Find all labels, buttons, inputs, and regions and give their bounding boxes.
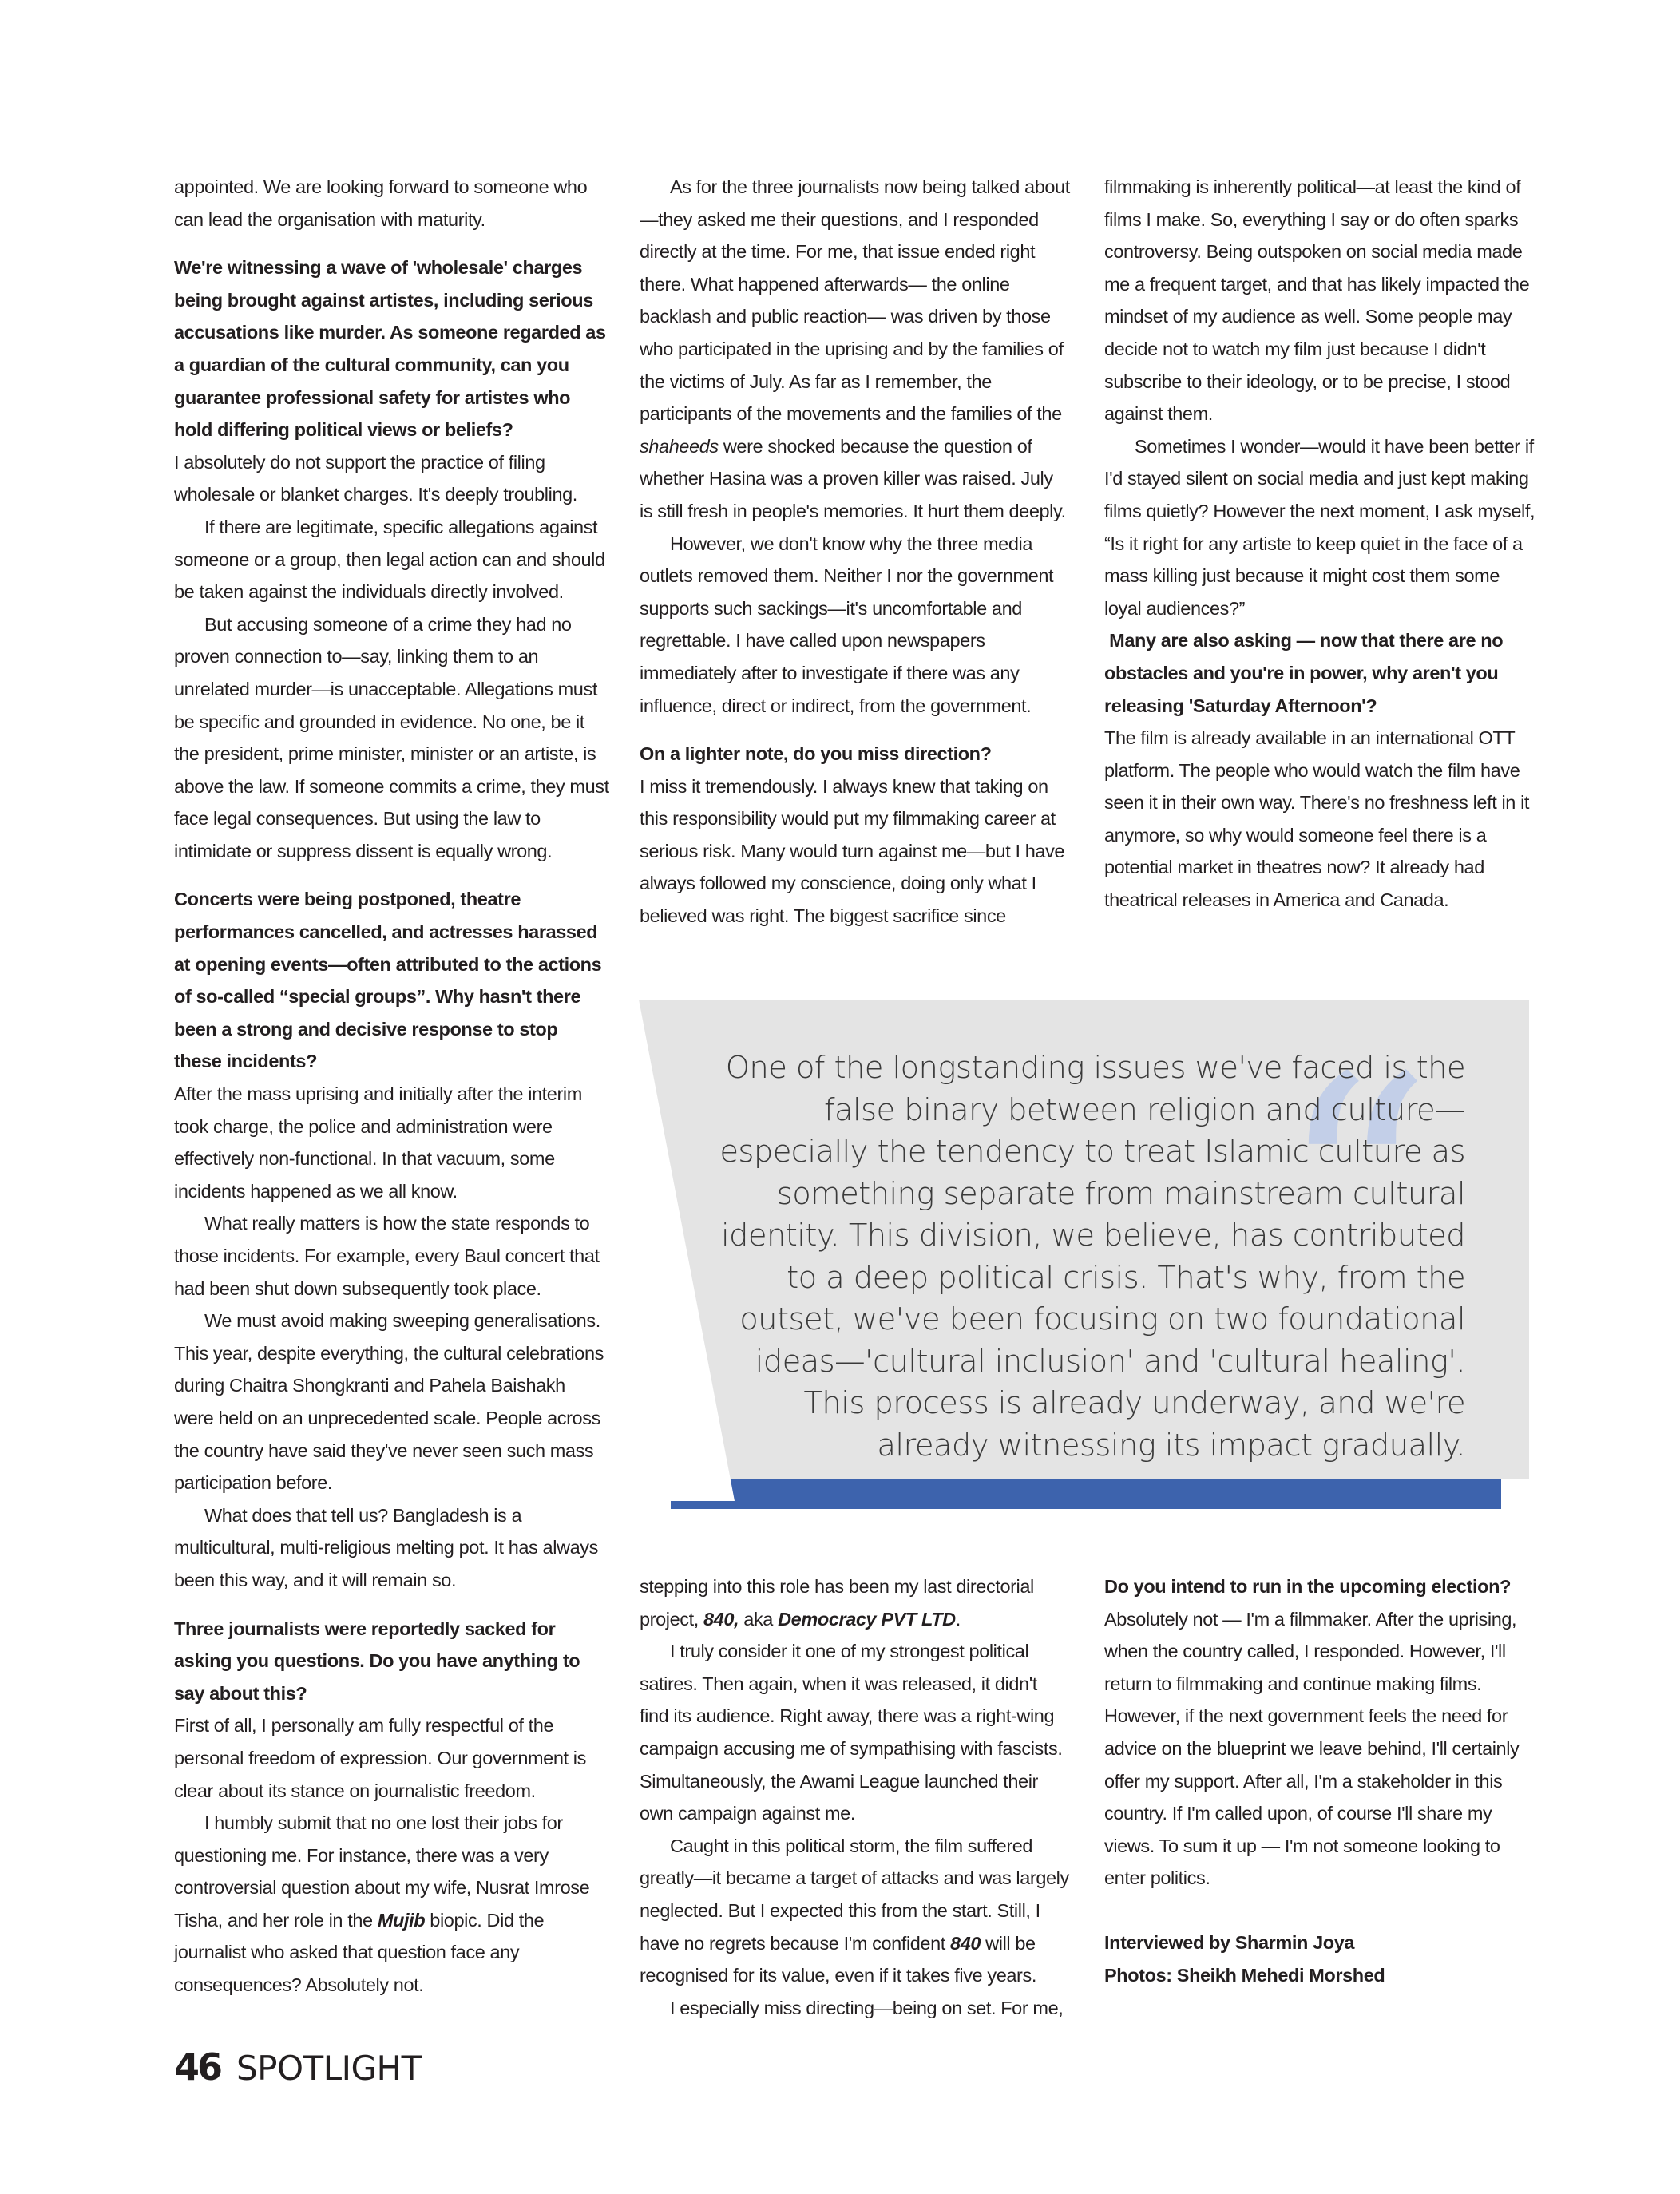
column-2 xyxy=(640,171,1071,933)
column-4 xyxy=(640,1570,1071,2024)
paragraph: I absolutely do not support the practice of filing wholesale or blanket charges. It's deeply troubling. xyxy=(174,451,577,505)
film-title: Democracy PVT LTD xyxy=(778,1608,956,1630)
paragraph: If there are legitimate, specific allegations against someone or a group, then legal action can and should be taken against the individuals directly involved. xyxy=(174,516,605,603)
text-run: Caught in this political storm, the film suffered greatly—it became a target of attacks and was largely neglected. But I expected this from the start. Still, I have no regrets because I'm confident xyxy=(640,1835,1069,1954)
paragraph: Absolutely not — I'm a filmmaker. After the uprising, when the country called, I responded. However, I'll return to filmmaking and continue making films. However, if the next government feels the need for advice on the blueprint we leave behind, I'll certainly offer my support. After all, I'm a stakeholder in this country. If I'm called upon, of course I'll share my views. To sum it up — I'm not someone looking to enter politics. xyxy=(1104,1608,1520,1889)
question-heading: Many are also asking — now that there are no obstacles and you're in power, why aren't you releasing 'Saturday Afternoon'? xyxy=(1104,630,1508,716)
column-3 xyxy=(1104,171,1535,917)
paragraph: But accusing someone of a crime they had no proven connection to—say, linking them to an unrelated murder—is unacceptable. Allegations must be specific and grounded in evidence. No one, be it the president, prime minister, minister or an artiste, is above the law. If someone commits a crime, they must face legal consequences. But using the law to intimidate or suppress dissent is equally wrong. xyxy=(174,613,609,861)
paragraph: What does that tell us? Bangladesh is a multicultural, multi-religious melting pot. It has always been this way, and it will remain so. xyxy=(174,1504,598,1590)
paragraph: filmmaking is inherently political—at least the kind of films I make. So, everything I say or do often sparks controversy. Being outspoken on social media made me a frequent target, and that has likely impacted the mindset of my audience as well. Some people may decide not to watch my film just because I didn't subscribe to their ideology, or to be precise, I stood against them. xyxy=(1104,176,1530,425)
text-run: will be recognised for its value, even if it takes five years. xyxy=(640,1932,1036,1986)
italic-term: shaheeds xyxy=(640,435,719,457)
page-number: 46 xyxy=(174,2045,221,2089)
question-heading: We're witnessing a wave of 'wholesale' charges being brought against artistes, including serious accusations like murder. As someone regarded as a guardian of the cultural community, can you guarantee professional safety for artistes who hold differing political views or beliefs? xyxy=(174,257,606,441)
paragraph: Sometimes I wonder—would it have been better if I'd stayed silent on social media and just kept making films quietly? However the next moment, I ask myself, “Is it right for any artiste to keep quiet in the face of a mass killing just because it might cost them some loyal audiences?” xyxy=(1104,435,1535,619)
paragraph: After the mass uprising and initially after the interim took charge, the police and administration were effectively non-functional. In that vacuum, some incidents happened as we all know. xyxy=(174,1083,582,1202)
question-heading: Three journalists were reportedly sacked for asking you questions. Do you have anything to say about this? xyxy=(174,1618,580,1704)
paragraph: The film is already available in an international OTT platform. The people who would watch the film have seen it in their own way. There's no freshness left in it anymore, so why would someone feel there is a potential market in theatres now? It already had theatrical releases in America and Canada. xyxy=(1104,727,1530,911)
text-run: were shocked because the question of whether Hasina was a proven killer was raised. July is still fresh in people's memories. It hurt them deeply. xyxy=(640,435,1066,521)
credit-interviewer: Interviewed by Sharmin Joya xyxy=(1104,1931,1355,1953)
paragraph: We must avoid making sweeping generalisations. This year, despite everything, the cultural celebrations during Chaitra Shongkranti and Pahela Baishakh were held on an unprecedented scale. People across the country have said they've never seen such mass participation before. xyxy=(174,1310,604,1494)
film-title: 840, xyxy=(703,1608,739,1630)
paragraph xyxy=(640,1830,1071,1992)
text-run: I humbly submit that no one lost their jobs for questioning me. For instance, there was a very controversial question about my wife, Nusrat Imrose Tisha, and her role in the xyxy=(174,1812,590,1931)
paragraph: I especially miss directing—being on set. For me, xyxy=(670,1997,1064,2018)
film-title: Mujib xyxy=(377,1909,426,1931)
question-heading: Concerts were being postponed, theatre performances cancelled, and actresses harassed at opening events—often attributed to the actions of so-called “special groups”. Why hasn't there been a strong and decisive response to stop these incidents? xyxy=(174,889,602,1072)
page-footer xyxy=(174,2045,422,2089)
column-5 xyxy=(1104,1570,1535,1991)
paragraph xyxy=(640,1570,1071,1635)
text-run: aka xyxy=(739,1608,779,1630)
paragraph xyxy=(174,1807,609,2002)
paragraph: First of all, I personally am fully respectful of the personal freedom of expression. Our government is clear about its stance on journalistic freedom. xyxy=(174,1715,586,1801)
credit-photos: Photos: Sheikh Mehedi Morshed xyxy=(1104,1964,1385,1986)
question-heading: On a lighter note, do you miss direction? xyxy=(640,743,992,765)
text-run: biopic. Did the journalist who asked that question face any consequences? Absolutely not. xyxy=(174,1909,545,1996)
text-run: . xyxy=(955,1608,961,1630)
paragraph: appointed. We are looking forward to someone who can lead the organisation with maturity. xyxy=(174,176,588,230)
section-title: SPOTLIGHT xyxy=(236,2049,422,2088)
paragraph xyxy=(640,171,1071,528)
paragraph: I miss it tremendously. I always knew that taking on this responsibility would put my filmmaking career at serious risk. Many would turn against me—but I have always followed my conscience, doing only what I believed was right. The biggest sacrifice since xyxy=(640,775,1065,927)
quote-mark-icon: “ xyxy=(1278,1038,1433,1230)
pullquote-text: One of the longstanding issues we've faced is the false binary between religion and culture—especially the tendency to treat Islamic culture as something separate from mainstream cultural identity. This division, we believe, has contributed to a deep political crisis. That's why, from the outset, we've been focusing on two foundational ideas—'cultural inclusion' and 'cultural healing'. This process is already underway, and we're already witnessing its impact gradually. xyxy=(719,1050,1465,1463)
paragraph: However, we don't know why the three media outlets removed them. Neither I nor the government supports such sackings—it's uncomfortable and regrettable. I have called upon newspapers immediately after to investigate if there was any influence, direct or indirect, from the government. xyxy=(640,533,1054,716)
paragraph: What really matters is how the state responds to those incidents. For example, every Baul concert that had been shut down subsequently took place. xyxy=(174,1213,600,1299)
text-run: stepping into this role has been my last directorial project, xyxy=(640,1576,1034,1630)
film-title: 840 xyxy=(950,1932,981,1954)
paragraph: I truly consider it one of my strongest political satires. Then again, when it was released, it didn't find its audience. Right away, there was a right-wing campaign accusing me of sympathising with fascists. Simultaneously, the Awami League launched their own campaign against me. xyxy=(640,1641,1063,1824)
question-heading: Do you intend to run in the upcoming election? xyxy=(1104,1576,1512,1597)
column-1 xyxy=(174,171,609,2002)
text-run: As for the three journalists now being talked about—they asked me their questions, and I responded directly at the time. For me, that issue ended right there. What happened afterwards— the online backlash and public reaction— was driven by those who participated in the uprising and by the families of the victims of July. As far as I remember, the participants of the movements and the families of the xyxy=(640,176,1070,425)
